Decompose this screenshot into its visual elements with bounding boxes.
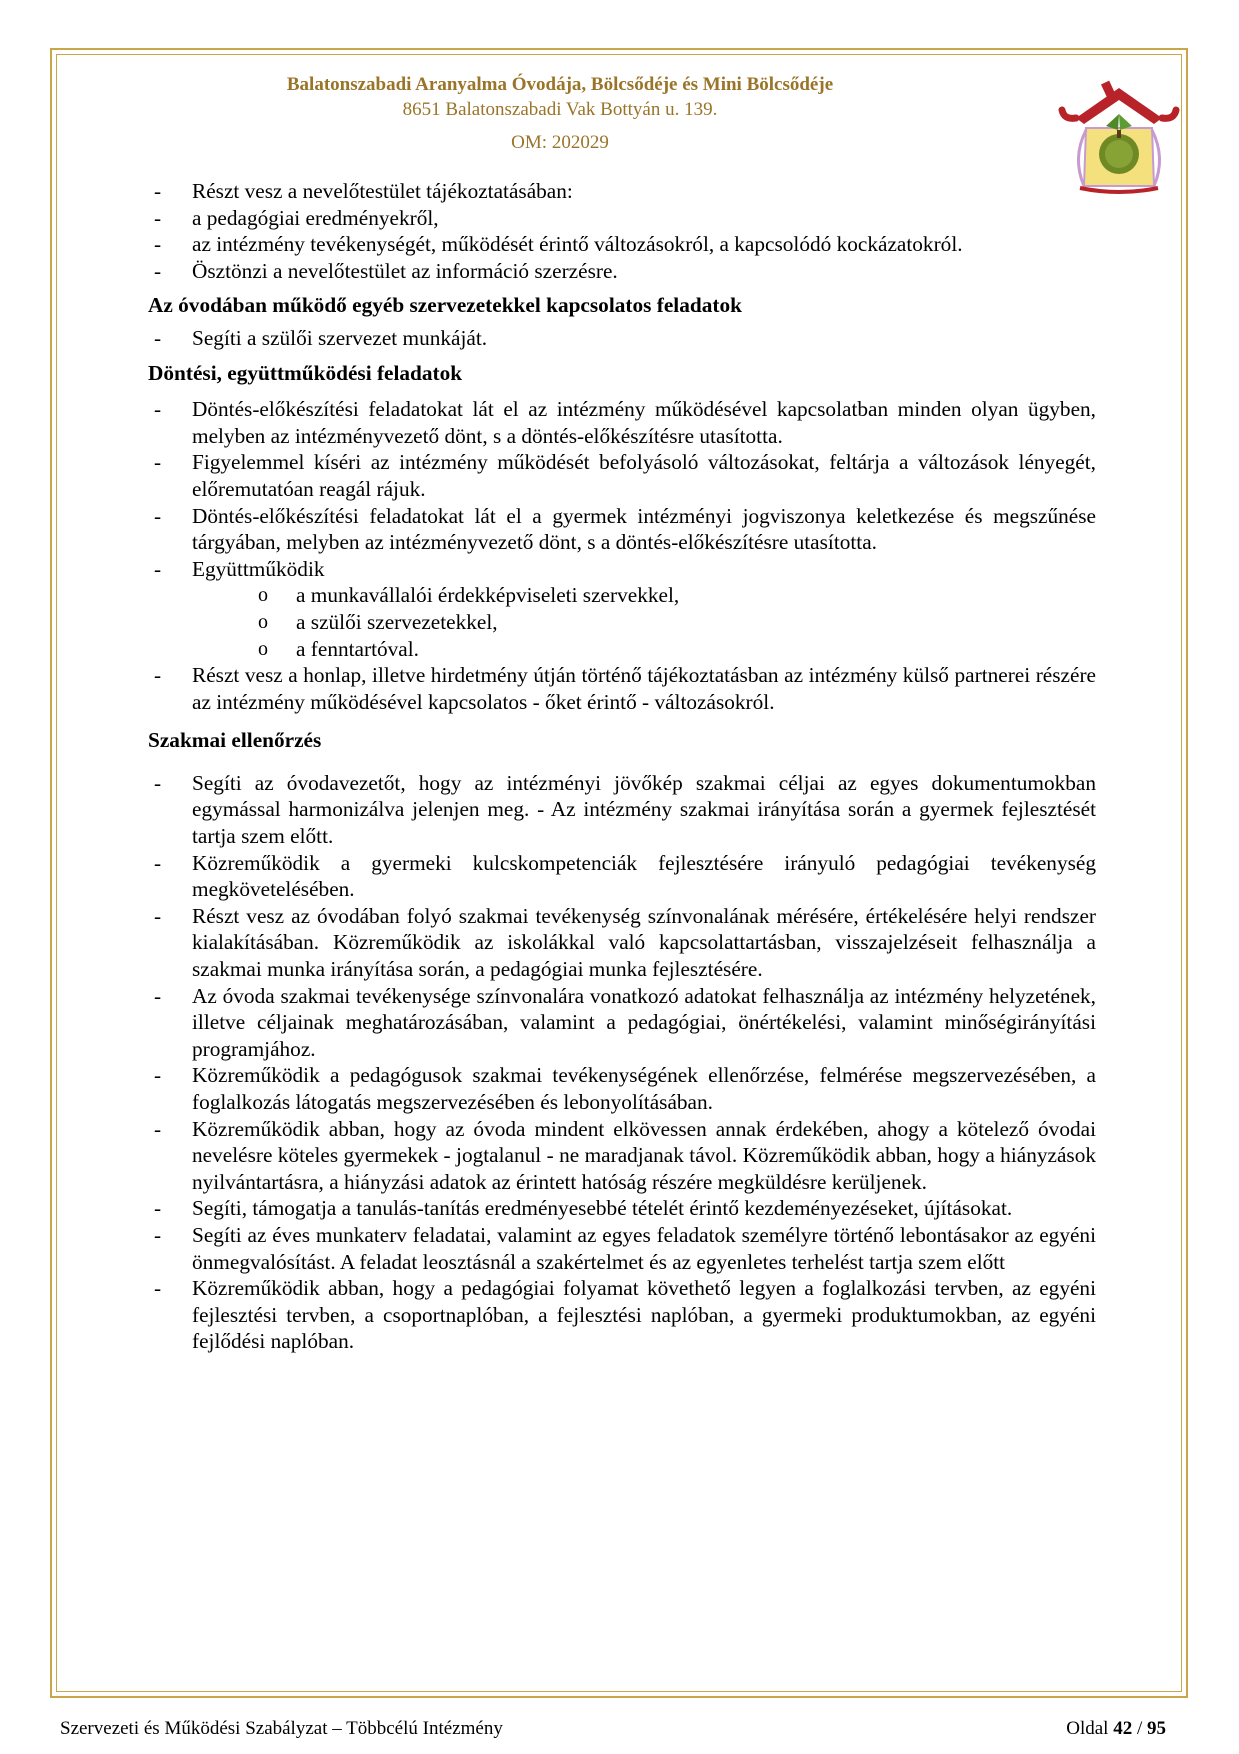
document-body (148, 178, 1096, 1355)
page-total: 95 (1147, 1718, 1166, 1739)
list-item-text: Együttműködik (192, 556, 325, 581)
list-item: - Közreműködik abban, hogy a pedagógiai folyamat követhető legyen a foglalkozási tervben, az egyéni fejlesztési tervben, a csoportnaplóban, a fejlesztési naplóban, a gyermeki produktumokban, az egyéni fejlődési naplóban. (154, 1276, 1096, 1354)
list-item: - Az óvoda szakmai tevékenysége színvonalára vonatkozó adatokat felhasználja az intézmény helyzetének, illetve céljainak meghatározásában, valamint a pedagógiai, önértékelési, valamint minőségirányítási programjához. (154, 983, 1096, 1061)
section-heading: Döntési, együttműködési feladatok (148, 360, 463, 385)
list-item: - Közreműködik abban, hogy az óvoda mindent elkövessen annak érdekében, ahogy a kötelező óvodai nevelésre köteles gyermekek - jogtalanul - ne maradjanak távol. Közreműködik abban, hogy a hiányzások nyilvántartásra, a hiányzási adatok az érintett hatóság részére megküldésre kerüljenek. (154, 1116, 1096, 1194)
list-item: - Segíti a szülői szervezet munkáját. (148, 325, 1096, 352)
list-item: - Közreműködik a pedagógusok szakmai tevékenységének ellenőrzése, felmérése megszervezésében, a foglalkozás látogatás megszervezésében és lebonyolításában. (154, 1063, 1096, 1114)
page-label: Oldal (1066, 1718, 1109, 1739)
list-item-text: Segíti, támogatja a tanulás-tanítás eredményesebbé tételét érintő kezdeményezéseket, újításokat. (192, 1196, 1013, 1221)
list-item-text: Ösztönzi a nevelőtestület az információ szerzésre. (192, 258, 618, 283)
om-identifier: OM: 202029 (511, 132, 609, 153)
page-separator: / (1136, 1718, 1143, 1739)
section-heading: Szakmai ellenőrzés (148, 728, 322, 753)
list-item-text: Közreműködik abban, hogy az óvoda mindent elkövessen annak érdekében, ahogy a kötelező óvodai nevelésre köteles gyermekek - jogtalanul - ne maradjanak távol. Közreműködik abban, hogy a hiányzások nyilvántartásra, a hiányzási adatok az érintett hatóság részére megküldésre kerüljenek. (192, 1116, 1096, 1194)
document-title: Szervezeti és Működési Szabályzat – Többcélú Intézmény (60, 1718, 503, 1739)
list-item: - Részt vesz a honlap, illetve hirdetmény útján történő tájékoztatásban az intézmény külső partnerei részére az intézmény működésével kapcsolatos - őket érintő - változásokról. (154, 663, 1096, 714)
page-current: 42 (1113, 1718, 1133, 1739)
list-item-text: Részt vesz a honlap, illetve hirdetmény útján történő tájékoztatásban az intézmény külső partnerei részére az intézmény működésével kapcsolatos - őket érintő - változásokról. (192, 663, 1096, 714)
institution-name: Balatonszabadi Aranyalma Óvodája, Bölcsődéje és Mini Bölcsődéje (286, 74, 834, 95)
sub-list-item: o a szülői szervezetekkel, (148, 609, 1096, 636)
page-number (1066, 1718, 1166, 1740)
list-item-text: Közreműködik abban, hogy a pedagógiai folyamat követhető legyen a foglalkozási tervben, az egyéni fejlesztési tervben, a csoportnaplóban, a fejlesztési naplóban, a gyermeki produktumokban, az egyéni fejlődési naplóban. (192, 1276, 1096, 1354)
list-item-text: Segíti a szülői szervezet munkáját. (192, 325, 488, 350)
list-item: - Közreműködik a gyermeki kulcskompetenciák fejlesztésére irányuló pedagógiai tevékenység megkövetelésében. (154, 850, 1096, 902)
list-item: - a pedagógiai eredményekről, (148, 205, 1096, 232)
letterhead (120, 72, 1000, 155)
list-item-text: Közreműködik a gyermeki kulcskompetenciák fejlesztésére irányuló pedagógiai tevékenység megkövetelésében. (192, 850, 1096, 902)
sub-list-item: o a fenntartóval. (148, 636, 1096, 663)
list-item: - Döntés-előkészítési feladatokat lát el a gyermek intézményi jogviszonya keletkezése és megszűnése tárgyában, melyben az intézményvezető dönt, s a döntés-előkészítésre utasította. (154, 503, 1096, 555)
list-item-text: Döntés-előkészítési feladatokat lát el az intézmény működésével kapcsolatban minden olyan ügyben, melyben az intézményvezető dönt, s a döntés-előkészítésre utasította. (192, 397, 1096, 448)
section-heading: Az óvodában működő egyéb szervezetekkel kapcsolatos feladatok (148, 293, 742, 318)
list-item-text: Figyelemmel kíséri az intézmény működését befolyásoló változásokat, feltárja a változások lényegét, előremutatóan reagál rájuk. (192, 450, 1096, 501)
list-item: - Segíti, támogatja a tanulás-tanítás eredményesebbé tételét érintő kezdeményezéseket, újításokat. (148, 1195, 1096, 1222)
list-item: - Részt vesz a nevelőtestület tájékoztatásában: (148, 178, 1096, 205)
sub-list-item-text: a szülői szervezetekkel, (296, 609, 498, 634)
list-item-text: Részt vesz a nevelőtestület tájékoztatásában: (192, 179, 573, 203)
list-item: - Ösztönzi a nevelőtestület az információ szerzésre. (148, 258, 1096, 285)
list-item-text: az intézmény tevékenységét, működését érintő változásokról, a kapcsolódó kockázatokról. (192, 232, 963, 257)
sub-list-item-text: a fenntartóval. (296, 636, 419, 661)
list-item: - az intézmény tevékenységét, működését érintő változásokról, a kapcsolódó kockázatokról. (148, 231, 1096, 258)
list-item: - Segíti az éves munkaterv feladatai, valamint az egyes feladatok személyre történő lebontásakor az egyéni önmegvalósítást. A feladat leosztásnál a szakértelmet és az egyenletes terhelést tartja szem előtt (154, 1222, 1096, 1274)
list-item-text: a pedagógiai eredményekről, (192, 205, 439, 230)
list-item-text: Segíti az éves munkaterv feladatai, valamint az egyes feladatok személyre történő lebontásakor az egyéni önmegvalósítást. A feladat leosztásnál a szakértelmet és az egyenletes terhelést tartja szem előtt (192, 1222, 1096, 1274)
list-item: - Segíti az óvodavezetőt, hogy az intézményi jövőkép szakmai céljai az egyes dokumentumokban egymással harmonizálva jelenjen meg. - Az intézmény szakmai irányítása során a gyermek fejlesztését tartja szem előtt. (154, 770, 1096, 849)
list-item: - Részt vesz az óvodában folyó szakmai tevékenység színvonalának mérésére, értékelésére helyi rendszer kialakításában. Közreműködik az iskolákkal való kapcsolattartásban, visszajelzéseit felhasználja a szakmai munka irányítása során, a pedagógiai munka fejlesztésére. (154, 903, 1096, 982)
list-item: - Együttműködik (148, 556, 1096, 583)
sub-list-item-text: a munkavállalói érdekképviseleti szervekkel, (296, 583, 680, 608)
institution-address: 8651 Balatonszabadi Vak Bottyán u. 139. (402, 99, 718, 120)
list-item-text: Közreműködik a pedagógusok szakmai tevékenységének ellenőrzése, felmérése megszervezésében, a foglalkozás látogatás megszervezésében és lebonyolításában. (192, 1063, 1096, 1114)
list-item-text: Döntés-előkészítési feladatokat lát el a gyermek intézményi jogviszonya keletkezése és megszűnése tárgyában, melyben az intézményvezető dönt, s a döntés-előkészítésre utasította. (192, 503, 1096, 555)
list-item-text: Részt vesz az óvodában folyó szakmai tevékenység színvonalának mérésére, értékelésére helyi rendszer kialakításában. Közreműködik az iskolákkal való kapcsolattartásban, visszajelzéseit felhasználja a szakmai munka irányítása során, a pedagógiai munka fejlesztésére. (192, 903, 1096, 982)
list-item: - Döntés-előkészítési feladatokat lát el az intézmény működésével kapcsolatban minden olyan ügyben, melyben az intézményvezető dönt, s a döntés-előkészítésre utasította. (154, 397, 1096, 448)
list-item-text: Az óvoda szakmai tevékenysége színvonalára vonatkozó adatokat felhasználja az intézmény helyzetének, illetve céljainak meghatározásában, valamint a pedagógiai, önértékelési, valamint minőségirányítási programjához. (192, 983, 1096, 1061)
list-item-text: Segíti az óvodavezetőt, hogy az intézményi jövőkép szakmai céljai az egyes dokumentumokban egymással harmonizálva jelenjen meg. - Az intézmény szakmai irányítása során a gyermek fejlesztését tartja szem előtt. (192, 770, 1096, 849)
sub-list-item: o a munkavállalói érdekképviseleti szervekkel, (148, 582, 1096, 609)
list-item: - Figyelemmel kíséri az intézmény működését befolyásoló változásokat, feltárja a változások lényegét, előremutatóan reagál rájuk. (154, 450, 1096, 501)
